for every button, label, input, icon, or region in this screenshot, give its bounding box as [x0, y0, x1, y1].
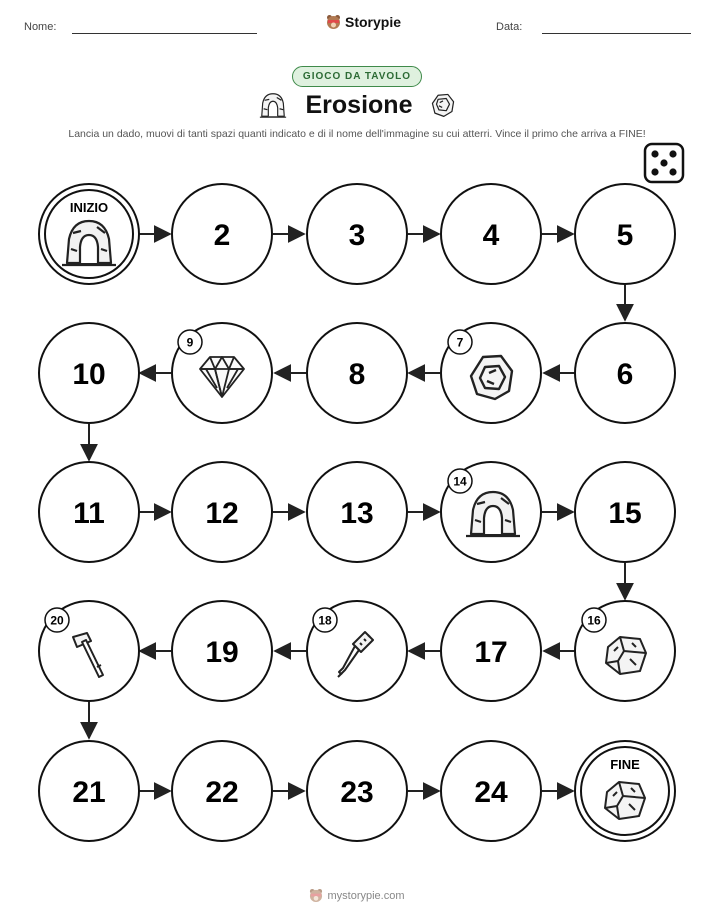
space-number: 17: [474, 636, 508, 669]
space-number: 13: [340, 497, 374, 530]
space-7: [441, 323, 541, 423]
space-number: 4: [482, 219, 500, 252]
space-23: [307, 741, 407, 841]
start-label: INIZIO: [69, 200, 109, 215]
page-title: Erosione: [305, 90, 413, 119]
date-label: Data:: [496, 21, 523, 33]
space-24: [441, 741, 541, 841]
rock-chunk-icon: [606, 637, 646, 674]
space-number-small: 14: [453, 474, 467, 489]
space-17: [441, 601, 541, 701]
bear-logo-icon: [309, 888, 323, 903]
space-end: [575, 741, 675, 841]
end-label: FINE: [610, 757, 640, 772]
space-3: [307, 184, 407, 284]
rock-chunk-icon: [605, 782, 645, 819]
space-10: [39, 323, 139, 423]
space-number: 3: [348, 219, 366, 252]
space-number-small: 18: [318, 613, 332, 628]
space-number: 5: [616, 219, 634, 252]
space-5: [575, 184, 675, 284]
brand-name: Storypie: [345, 14, 402, 30]
space-number: 19: [205, 636, 239, 669]
space-start: [39, 184, 139, 284]
space-4: [441, 184, 541, 284]
footer: [0, 888, 714, 903]
space-11: [39, 462, 139, 562]
space-number: 2: [213, 219, 231, 252]
game-type-badge: GIOCO DA TAVOLO: [292, 66, 422, 87]
space-number: 15: [608, 497, 642, 530]
name-label: Nome:: [24, 21, 57, 33]
space-number-small: 16: [587, 613, 601, 628]
space-19: [172, 601, 272, 701]
space-18: [307, 601, 407, 701]
space-13: [307, 462, 407, 562]
space-22: [172, 741, 272, 841]
space-number: 10: [72, 358, 106, 391]
space-2: [172, 184, 272, 284]
space-number-small: 9: [186, 335, 194, 350]
space-20: [39, 601, 139, 701]
space-14: [441, 462, 541, 562]
space-6: [575, 323, 675, 423]
space-12: [172, 462, 272, 562]
space-number: 22: [205, 776, 239, 809]
space-number: 21: [72, 776, 106, 809]
space-9: [172, 323, 272, 423]
space-number: 24: [474, 776, 508, 809]
space-8: [307, 323, 407, 423]
instructions: Lancia un dado, muovi di tanti spazi quanti indicato e di il nome dell'immagine su cui atterri. Vince il primo che arriva a FINE!: [68, 128, 646, 140]
space-number: 12: [205, 497, 239, 530]
space-number: 8: [348, 358, 366, 391]
space-number: 6: [616, 358, 634, 391]
footer-site[interactable]: mystorypie.com: [327, 889, 405, 902]
space-21: [39, 741, 139, 841]
space-16: [575, 601, 675, 701]
space-number-small: 20: [50, 613, 64, 628]
space-number: 23: [340, 776, 374, 809]
space-number-small: 7: [456, 335, 464, 350]
space-number: 11: [73, 497, 105, 530]
space-15: [575, 462, 675, 562]
